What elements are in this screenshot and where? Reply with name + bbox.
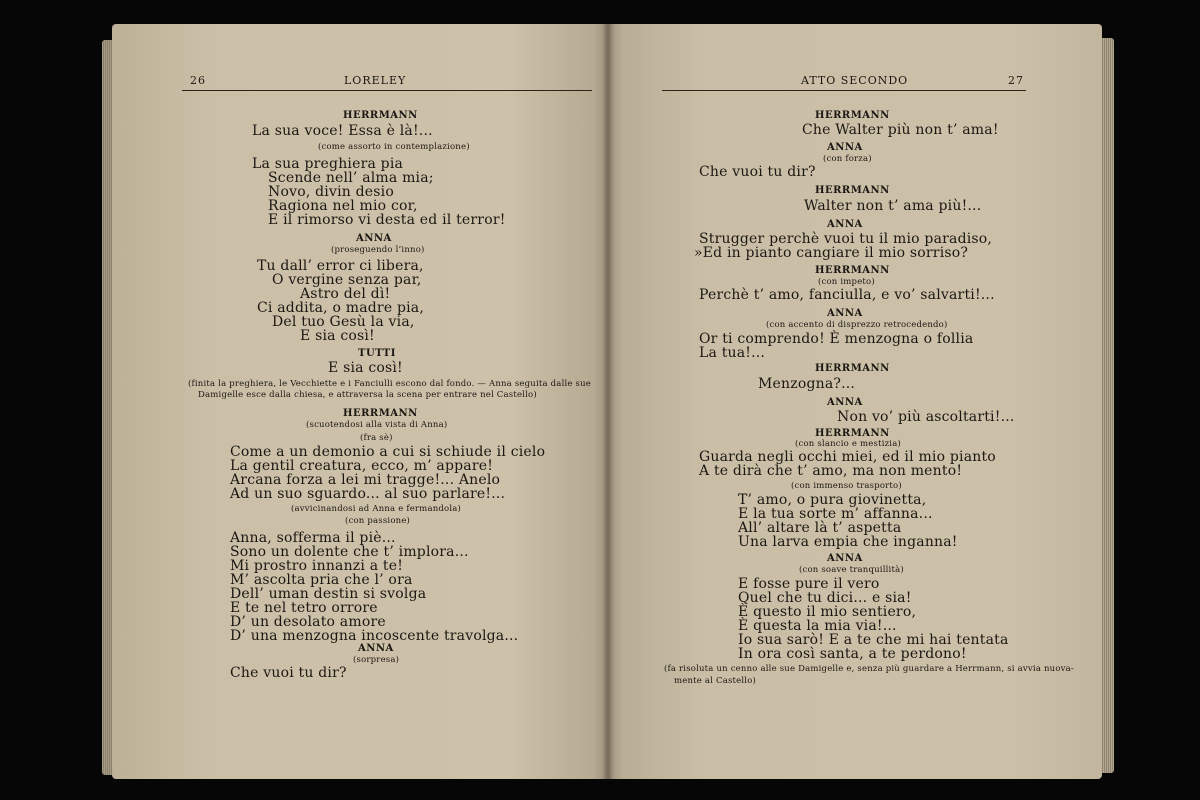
speaker-name: ANNA: [827, 553, 863, 564]
verse-line: E la tua sorte m’ affanna...: [738, 506, 933, 522]
speaker-name: HERRMANN: [815, 265, 890, 276]
stage-direction: (con slancio e mestizia): [795, 439, 901, 449]
right-page: [608, 24, 1102, 779]
open-book: [108, 24, 1106, 779]
speaker-name: TUTTI: [358, 348, 396, 359]
verse-line: E fosse pure il vero: [738, 576, 880, 592]
verse-line: E te nel tetro orrore: [230, 600, 378, 616]
stage-direction: (con impeto): [818, 277, 875, 287]
speaker-name: HERRMANN: [343, 110, 418, 121]
verse-line: D’ un desolato amore: [230, 614, 386, 630]
verse-line: Strugger perchè vuoi tu il mio paradiso,: [699, 231, 993, 247]
verse-line: Scende nell’ alma mia;: [268, 170, 434, 186]
stage-direction: (proseguendo l’inno): [331, 245, 425, 255]
stage-direction: (con accento di disprezzo retrocedendo): [766, 320, 948, 330]
book-gutter: [602, 24, 614, 779]
speaker-name: HERRMANN: [815, 363, 890, 374]
verse-line: All’ altare là t’ aspetta: [738, 520, 902, 536]
stage-direction: (avvicinandosi ad Anna e fermandola): [291, 504, 462, 514]
page-number: 26: [190, 74, 206, 87]
stage-direction: (finita la preghiera, le Vecchiette e i Fanciulli escono dal fondo. — Anna seguita dalle sue: [188, 379, 592, 389]
verse-line: Or ti comprendo! È menzogna o follia: [699, 331, 974, 347]
verse-line: È questa la mia via!...: [738, 618, 897, 634]
verse-line: Mi prostro innanzi a te!: [230, 558, 404, 574]
verse-line: E il rimorso vi desta ed il terror!: [268, 212, 506, 228]
speaker-name: ANNA: [827, 308, 863, 319]
speaker-name: HERRMANN: [815, 110, 890, 121]
stage-direction: (con forza): [823, 154, 872, 164]
speaker-name: ANNA: [827, 142, 863, 153]
verse-line: Guarda negli occhi miei, ed il mio pianto: [699, 449, 996, 465]
verse-line: La sua preghiera pia: [252, 156, 404, 172]
verse-line: Perchè t’ amo, fanciulla, e vo’ salvarti!...: [699, 287, 995, 303]
left-page: [112, 24, 608, 779]
verse-line: È questo il mio sentiero,: [738, 604, 917, 620]
speaker-name: ANNA: [827, 397, 863, 408]
verse-line: La gentil creatura, ecco, m’ appare!: [230, 458, 494, 474]
stage-direction: (sorpresa): [353, 655, 400, 665]
verse-line: Ragiona nel mio cor,: [268, 198, 418, 214]
verse-line: Non vo’ più ascoltarti!...: [837, 409, 1015, 425]
stage-direction: (fa risoluta un cenno alle sue Damigelle e, senza più guardare a Herrmann, si avvia nuova-: [664, 664, 1074, 674]
verse-line: A te dirà che t’ amo, ma non mento!: [699, 463, 963, 479]
header-rule: [662, 90, 1026, 91]
verse-line: Ad un suo sguardo... al suo parlare!...: [230, 486, 506, 502]
verse-line: T’ amo, o pura giovinetta,: [738, 492, 927, 508]
verse-line: E sia così!: [328, 360, 403, 376]
verse-line: »Ed in pianto cangiare il mio sorriso?: [694, 245, 969, 261]
verse-line: Che vuoi tu dir?: [699, 164, 816, 180]
verse-line: Che vuoi tu dir?: [230, 665, 347, 681]
running-head: ATTO SECONDO: [801, 74, 909, 87]
verse-line: Del tuo Gesù la via,: [272, 314, 415, 330]
stage-direction: (con passione): [345, 516, 411, 526]
verse-line: La tua!...: [699, 345, 766, 361]
speaker-name: ANNA: [827, 219, 863, 230]
header-rule: [182, 90, 592, 91]
verse-line: Come a un demonio a cui si schiude il cielo: [230, 444, 546, 460]
speaker-name: ANNA: [358, 643, 394, 654]
speaker-name: ANNA: [356, 233, 392, 244]
speaker-name: HERRMANN: [815, 428, 890, 439]
page-number: 27: [1008, 74, 1024, 87]
verse-line: Menzogna?...: [758, 376, 856, 392]
stage-direction: (fra sè): [360, 433, 393, 443]
speaker-name: HERRMANN: [343, 408, 418, 419]
verse-line: Ci addita, o madre pia,: [257, 300, 424, 316]
verse-line: Che Walter più non t’ ama!: [802, 122, 999, 138]
running-head: LORELEY: [344, 74, 407, 87]
verse-line: Anna, sofferma il piè...: [230, 530, 396, 546]
verse-line: O vergine senza par,: [272, 272, 422, 288]
verse-line: Quel che tu dici... e sia!: [738, 590, 912, 606]
verse-line: Una larva empia che inganna!: [738, 534, 958, 550]
verse-line: La sua voce! Essa è là!...: [252, 123, 433, 139]
verse-line: Arcana forza a lei mi tragge!... Anelo: [230, 472, 501, 488]
stage-direction: (come assorto in contemplazione): [318, 142, 470, 152]
verse-line: Io sua sarò! E a te che mi hai tentata: [738, 632, 1009, 648]
verse-line: Dell’ uman destin si svolga: [230, 586, 427, 602]
speaker-name: HERRMANN: [815, 185, 890, 196]
stage-direction: mente al Castello): [674, 676, 757, 686]
verse-line: Walter non t’ ama più!...: [804, 198, 982, 214]
verse-line: Tu dall’ error ci libera,: [257, 258, 424, 274]
stage-direction: (con immenso trasporto): [791, 481, 902, 491]
stage-direction: Damigelle esce dalla chiesa, e attraversa la scena per entrare nel Castello): [198, 390, 537, 400]
verse-line: E sia così!: [300, 328, 375, 344]
verse-line: Sono un dolente che t’ implora...: [230, 544, 469, 560]
stage-direction: (con soave tranquillità): [799, 565, 904, 575]
verse-line: D’ una menzogna incoscente travolga...: [230, 628, 519, 644]
stage-direction: (scuotendosi alla vista di Anna): [306, 420, 448, 430]
verse-line: Novo, divin desio: [268, 184, 394, 200]
verse-line: M’ ascolta pria che l’ ora: [230, 572, 413, 588]
verse-line: Astro del dì!: [300, 286, 391, 302]
verse-line: In ora così santa, a te perdono!: [738, 646, 967, 662]
